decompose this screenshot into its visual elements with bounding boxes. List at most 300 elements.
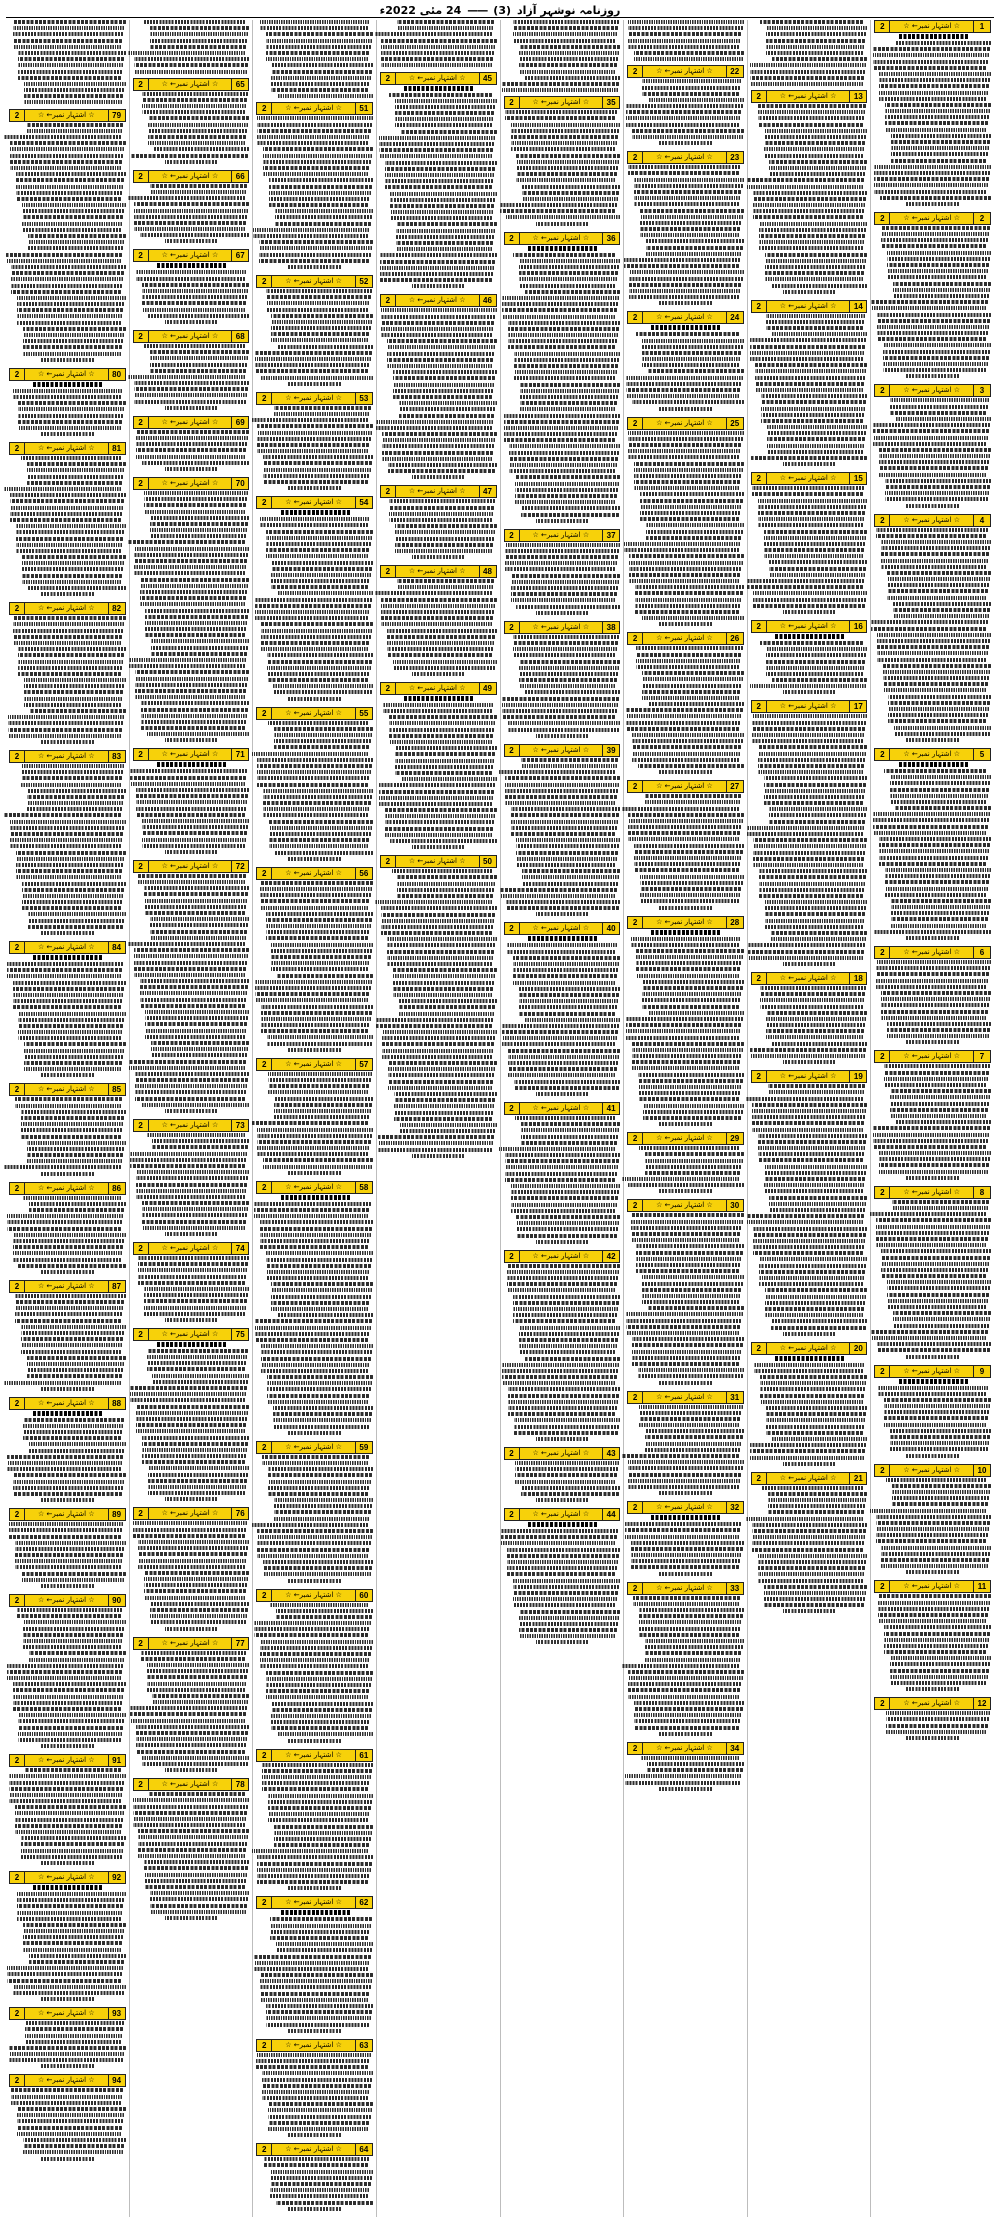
classified-ad[interactable] bbox=[9, 1280, 126, 1395]
arrow-left-icon: ← bbox=[541, 98, 547, 107]
classified-ad[interactable] bbox=[751, 1472, 868, 1618]
ad-signature-line bbox=[41, 1172, 93, 1176]
classified-ad[interactable] bbox=[504, 529, 621, 619]
text-line bbox=[506, 215, 620, 219]
text-line bbox=[13, 1688, 125, 1692]
classified-ad[interactable] bbox=[504, 232, 621, 527]
classified-ad[interactable] bbox=[874, 20, 991, 210]
classified-ad[interactable] bbox=[627, 632, 744, 778]
text-line bbox=[382, 438, 495, 442]
classified-ad[interactable] bbox=[133, 170, 250, 248]
classified-ad[interactable] bbox=[627, 1501, 744, 1580]
ad-body-text bbox=[504, 635, 621, 742]
star-icon: ☆ bbox=[656, 634, 663, 643]
star-icon: ☆ bbox=[37, 1756, 45, 1765]
text-line bbox=[10, 826, 124, 830]
classified-ad[interactable] bbox=[256, 1181, 373, 1439]
text-line bbox=[890, 800, 987, 804]
star-icon: ☆ bbox=[335, 393, 342, 402]
classified-ad[interactable] bbox=[133, 249, 250, 328]
classified-ad[interactable] bbox=[9, 442, 126, 600]
ad-subheading bbox=[650, 1515, 720, 1520]
text-line bbox=[376, 420, 493, 424]
classified-ad[interactable] bbox=[9, 941, 126, 1081]
classified-ad[interactable] bbox=[627, 1132, 744, 1197]
text-line bbox=[145, 1016, 248, 1020]
text-line bbox=[257, 141, 368, 145]
text-line bbox=[260, 523, 368, 527]
text-line bbox=[13, 981, 126, 985]
classified-ad[interactable] bbox=[256, 1896, 373, 2036]
text-line bbox=[18, 70, 122, 74]
text-line bbox=[893, 614, 989, 618]
ad-body-text bbox=[9, 2021, 126, 2072]
text-line bbox=[748, 943, 865, 947]
text-line bbox=[880, 196, 991, 200]
text-line bbox=[262, 1775, 370, 1779]
classified-ad[interactable] bbox=[751, 700, 868, 970]
ad-header bbox=[751, 300, 868, 313]
star-icon: ☆ bbox=[582, 530, 590, 539]
classified-ad[interactable] bbox=[256, 1441, 373, 1587]
text-line bbox=[150, 39, 247, 43]
classified-ad[interactable] bbox=[751, 90, 868, 298]
star-icon: ☆ bbox=[285, 1442, 292, 1451]
text-line bbox=[759, 1257, 867, 1261]
ad-signature-line bbox=[783, 1332, 835, 1336]
ad-signature-line bbox=[288, 1431, 340, 1435]
arrow-left-icon: ← bbox=[170, 171, 176, 180]
classified-ad[interactable] bbox=[874, 1580, 991, 1695]
text-line bbox=[765, 925, 863, 929]
text-line bbox=[388, 1061, 496, 1065]
text-line bbox=[519, 70, 616, 74]
text-line bbox=[639, 1411, 742, 1415]
text-line bbox=[399, 401, 497, 405]
classified-ad[interactable] bbox=[133, 1328, 250, 1506]
star-icon: ☆ bbox=[779, 1343, 787, 1352]
ad-number-badge: 93 bbox=[108, 2008, 125, 2019]
text-line bbox=[640, 227, 740, 231]
classified-ad[interactable] bbox=[133, 1119, 250, 1240]
classified-ad[interactable] bbox=[627, 1582, 744, 1740]
ad-title-banner: ☆ اشتہار نمبر← ☆ bbox=[272, 497, 355, 508]
classified-ad[interactable] bbox=[874, 748, 991, 944]
classified-column bbox=[129, 20, 253, 2217]
text-line bbox=[144, 911, 244, 915]
text-line bbox=[625, 1774, 742, 1778]
text-line bbox=[645, 1435, 743, 1439]
classified-ad[interactable] bbox=[133, 1242, 250, 1326]
classified-ad[interactable] bbox=[380, 485, 497, 563]
classified-ad[interactable] bbox=[504, 744, 621, 921]
classified-ad[interactable] bbox=[9, 750, 126, 939]
classified-ad[interactable] bbox=[751, 972, 868, 1068]
classified-ad[interactable] bbox=[627, 417, 744, 631]
text-line bbox=[255, 1326, 370, 1330]
text-line bbox=[255, 1338, 368, 1342]
text-line bbox=[257, 443, 369, 447]
classified-ad[interactable] bbox=[627, 1742, 744, 1795]
text-line bbox=[515, 482, 619, 486]
ad-price-badge: 2 bbox=[134, 1243, 149, 1254]
classified-ad[interactable] bbox=[627, 780, 744, 913]
text-line bbox=[273, 1412, 372, 1416]
text-line bbox=[375, 32, 492, 36]
text-line bbox=[18, 1036, 121, 1040]
text-line bbox=[747, 826, 864, 830]
text-line bbox=[753, 591, 867, 595]
ad-title-banner: ☆ اشتہار نمبر← ☆ bbox=[25, 1183, 108, 1194]
text-line bbox=[136, 788, 249, 792]
ad-number-badge: 47 bbox=[479, 486, 496, 497]
ad-signature-line bbox=[288, 2133, 340, 2137]
text-line bbox=[141, 714, 247, 718]
ad-subheading bbox=[156, 263, 226, 268]
classified-ad[interactable] bbox=[751, 620, 868, 699]
classified-ad[interactable] bbox=[133, 860, 250, 1117]
text-line bbox=[395, 765, 493, 769]
text-line bbox=[254, 1202, 371, 1206]
classified-ad[interactable] bbox=[504, 96, 621, 229]
text-line bbox=[887, 1280, 991, 1284]
ad-number-badge: 29 bbox=[726, 1133, 743, 1144]
classified-ad[interactable] bbox=[133, 748, 250, 857]
text-line bbox=[136, 442, 247, 446]
text-line bbox=[263, 461, 371, 465]
classified-ad[interactable] bbox=[380, 682, 497, 853]
classified-ad[interactable] bbox=[256, 2143, 373, 2215]
text-line bbox=[519, 63, 617, 67]
ad-header bbox=[874, 1464, 991, 1477]
text-line bbox=[150, 1614, 247, 1618]
classified-ad[interactable] bbox=[9, 2007, 126, 2072]
text-line bbox=[622, 1177, 739, 1181]
star-icon: ☆ bbox=[88, 1596, 95, 1604]
text-line bbox=[133, 1811, 247, 1815]
text-line bbox=[764, 154, 863, 158]
classified-ad[interactable] bbox=[9, 2074, 126, 2164]
text-line bbox=[883, 676, 989, 680]
classified-ad[interactable] bbox=[504, 621, 621, 742]
text-line bbox=[747, 579, 864, 583]
text-line bbox=[634, 1701, 744, 1705]
classified-ad[interactable] bbox=[256, 1058, 373, 1179]
ad-header bbox=[256, 496, 373, 509]
text-line bbox=[884, 1650, 987, 1654]
classified-ad[interactable] bbox=[380, 72, 497, 293]
star-icon: ☆ bbox=[582, 924, 590, 933]
ad-header bbox=[133, 1637, 250, 1650]
text-line bbox=[397, 882, 495, 886]
ad-header bbox=[504, 1250, 621, 1263]
classified-ad[interactable] bbox=[256, 496, 373, 704]
classified-ad[interactable] bbox=[751, 1070, 868, 1340]
ad-price-badge: 2 bbox=[134, 749, 149, 760]
text-line bbox=[393, 968, 497, 972]
text-line bbox=[136, 436, 248, 440]
text-line bbox=[145, 1022, 246, 1026]
classified-ad[interactable] bbox=[874, 212, 991, 383]
classified-ad[interactable] bbox=[9, 1754, 126, 1869]
classified-ad[interactable] bbox=[9, 109, 126, 366]
classified-ad[interactable] bbox=[380, 855, 497, 1162]
text-line bbox=[27, 462, 126, 466]
text-line bbox=[260, 1220, 373, 1224]
text-line bbox=[764, 1177, 865, 1181]
text-line bbox=[16, 549, 121, 553]
text-line bbox=[758, 116, 864, 120]
ad-subheading bbox=[527, 1522, 597, 1527]
classified-ad[interactable] bbox=[874, 1365, 991, 1462]
text-line bbox=[759, 228, 866, 232]
classified-ad[interactable] bbox=[380, 565, 497, 680]
text-line bbox=[750, 82, 863, 86]
classified-ad[interactable] bbox=[9, 602, 126, 748]
text-line bbox=[502, 308, 616, 312]
text-line bbox=[871, 1336, 986, 1340]
classified-ad[interactable] bbox=[874, 1186, 991, 1363]
classified-ad[interactable] bbox=[874, 1050, 991, 1183]
classified-ad[interactable] bbox=[627, 916, 744, 1131]
classified-ad[interactable] bbox=[256, 1589, 373, 1747]
classified-ad[interactable] bbox=[874, 1464, 991, 1579]
text-line bbox=[256, 2059, 369, 2063]
classified-ad[interactable] bbox=[627, 311, 744, 414]
classified-ad[interactable] bbox=[133, 1637, 250, 1777]
text-line bbox=[130, 1719, 244, 1723]
text-line bbox=[505, 110, 617, 114]
star-icon: ☆ bbox=[459, 567, 466, 576]
star-icon: ☆ bbox=[532, 233, 539, 242]
classified-ad[interactable] bbox=[751, 1342, 868, 1470]
text-line bbox=[134, 954, 248, 958]
text-line bbox=[890, 1441, 989, 1445]
ad-number-badge: 86 bbox=[108, 1183, 125, 1194]
classified-ad[interactable] bbox=[9, 1397, 126, 1506]
text-line bbox=[642, 86, 740, 90]
arrow-left-icon: ← bbox=[293, 498, 300, 507]
classified-ad[interactable] bbox=[256, 707, 373, 865]
ad-signature-line bbox=[659, 770, 711, 774]
text-line bbox=[144, 1299, 247, 1303]
text-line bbox=[133, 1534, 245, 1538]
text-line bbox=[513, 1319, 616, 1323]
text-line bbox=[750, 1449, 865, 1453]
text-line bbox=[136, 1183, 247, 1187]
text-line bbox=[873, 60, 987, 64]
classified-ad[interactable] bbox=[9, 1508, 126, 1592]
text-line bbox=[877, 1348, 990, 1352]
classified-ad[interactable] bbox=[256, 102, 373, 273]
text-line bbox=[519, 660, 620, 664]
text-line bbox=[764, 783, 867, 787]
classified-ad[interactable] bbox=[627, 1199, 744, 1388]
text-line bbox=[254, 1967, 368, 1971]
star-icon: ☆ bbox=[211, 417, 219, 426]
text-line bbox=[273, 1425, 370, 1429]
classified-ad[interactable] bbox=[9, 1182, 126, 1278]
text-line bbox=[6, 253, 123, 257]
text-line bbox=[254, 1961, 369, 1965]
text-line bbox=[267, 1375, 373, 1379]
ad-title-banner: ☆ اشتہار نمبر← ☆ bbox=[25, 1084, 108, 1095]
text-line bbox=[877, 1342, 991, 1346]
ad-header bbox=[380, 565, 497, 578]
text-line bbox=[379, 783, 496, 787]
text-line bbox=[260, 1985, 371, 1989]
classified-ad[interactable] bbox=[504, 922, 621, 1100]
text-line bbox=[507, 1270, 619, 1274]
text-line bbox=[9, 1793, 122, 1797]
text-line bbox=[144, 1583, 247, 1587]
text-line bbox=[628, 1682, 741, 1686]
classified-ad[interactable] bbox=[9, 1871, 126, 2005]
text-line bbox=[133, 1823, 245, 1827]
ad-title-banner: ☆ اشتہار نمبر← ☆ bbox=[25, 2008, 108, 2019]
text-line bbox=[276, 1609, 373, 1613]
text-line bbox=[150, 45, 246, 49]
text-line bbox=[277, 1732, 373, 1736]
classified-ad[interactable] bbox=[9, 368, 126, 440]
text-line bbox=[638, 1073, 744, 1077]
text-line bbox=[27, 123, 124, 127]
text-line bbox=[885, 485, 990, 489]
text-line bbox=[270, 1603, 368, 1607]
masthead-separator: —— bbox=[467, 4, 488, 17]
classified-ad[interactable] bbox=[874, 1697, 991, 1744]
classified-ad[interactable] bbox=[504, 1447, 621, 1506]
text-line bbox=[380, 266, 494, 270]
text-line bbox=[635, 591, 742, 595]
star-icon: ☆ bbox=[532, 924, 539, 933]
ad-price-badge: 2 bbox=[875, 947, 890, 958]
classified-ad[interactable] bbox=[9, 1083, 126, 1179]
text-line bbox=[521, 758, 618, 762]
text-line bbox=[7, 974, 121, 978]
ad-body-text bbox=[133, 1342, 250, 1506]
ad-body-text bbox=[256, 289, 373, 390]
ad-price-badge: 2 bbox=[257, 276, 272, 287]
ad-title-banner: ☆ اشتہار نمبر← ☆ bbox=[272, 1750, 355, 1761]
classified-ad[interactable] bbox=[504, 1508, 621, 1648]
text-line bbox=[879, 454, 990, 458]
text-line bbox=[262, 2078, 372, 2082]
text-line bbox=[870, 1509, 987, 1513]
ad-signature-line bbox=[288, 265, 340, 269]
classified-ad[interactable] bbox=[133, 1778, 250, 1924]
ad-body-text bbox=[133, 1521, 250, 1634]
classified-ad[interactable] bbox=[133, 78, 250, 168]
classified-ad[interactable] bbox=[751, 472, 868, 618]
star-icon: ☆ bbox=[285, 1898, 292, 1907]
ad-header bbox=[504, 1508, 621, 1521]
text-line bbox=[507, 943, 617, 947]
text-line bbox=[144, 905, 245, 909]
text-line bbox=[135, 683, 247, 687]
classified-ad[interactable] bbox=[627, 1391, 744, 1500]
text-line bbox=[871, 627, 986, 631]
text-line bbox=[393, 993, 492, 997]
star-icon: ☆ bbox=[779, 1072, 787, 1081]
classified-ad[interactable] bbox=[256, 275, 373, 390]
text-line bbox=[635, 598, 741, 602]
text-line bbox=[260, 1979, 372, 1983]
classified-ad[interactable] bbox=[133, 1507, 250, 1634]
classified-ad[interactable] bbox=[874, 514, 991, 746]
classified-ad[interactable] bbox=[874, 946, 991, 1048]
classified-ad[interactable] bbox=[256, 1749, 373, 1895]
text-line bbox=[134, 973, 245, 977]
ad-price-badge: 2 bbox=[505, 1251, 520, 1262]
text-line bbox=[9, 1774, 126, 1778]
text-line bbox=[645, 1429, 744, 1433]
text-line bbox=[144, 892, 248, 896]
text-line bbox=[10, 493, 125, 497]
text-line bbox=[504, 426, 618, 430]
classified-ad[interactable] bbox=[256, 867, 373, 1056]
classified-ad[interactable] bbox=[256, 2039, 373, 2141]
text-line bbox=[144, 1287, 249, 1291]
text-line bbox=[10, 518, 121, 522]
ad-body-text bbox=[504, 110, 621, 229]
text-line bbox=[15, 1565, 121, 1569]
text-line bbox=[16, 197, 121, 201]
classified-ad[interactable] bbox=[504, 1250, 621, 1445]
classified-ad[interactable] bbox=[504, 1102, 621, 1248]
arrow-left-icon: ← bbox=[911, 1582, 918, 1591]
ad-price-badge: 2 bbox=[10, 2008, 25, 2019]
classified-ad[interactable] bbox=[380, 294, 497, 483]
classified-ad[interactable] bbox=[9, 1594, 126, 1752]
star-icon: ☆ bbox=[779, 702, 787, 711]
text-line bbox=[631, 1553, 742, 1557]
text-line bbox=[23, 1941, 122, 1945]
text-line bbox=[27, 807, 123, 811]
ad-title-banner: ☆ اشتہار نمبر← ☆ bbox=[149, 1638, 232, 1649]
arrow-left-icon: ← bbox=[788, 301, 795, 310]
text-line bbox=[511, 1184, 621, 1188]
classified-ad[interactable] bbox=[133, 477, 250, 747]
ad-number-badge: 81 bbox=[108, 443, 125, 454]
text-line bbox=[765, 1288, 868, 1292]
text-line bbox=[260, 1658, 370, 1662]
star-icon: ☆ bbox=[953, 386, 960, 395]
text-line bbox=[753, 1233, 866, 1237]
classified-ad[interactable] bbox=[874, 384, 991, 511]
text-line bbox=[636, 961, 741, 965]
classified-ad[interactable] bbox=[133, 416, 250, 475]
classified-ad[interactable] bbox=[256, 392, 373, 494]
text-line bbox=[505, 1178, 616, 1182]
text-line bbox=[152, 1374, 249, 1378]
text-line bbox=[396, 229, 495, 233]
text-line bbox=[144, 344, 244, 348]
classified-ad[interactable] bbox=[751, 300, 868, 471]
classified-ad[interactable] bbox=[627, 65, 744, 149]
text-line bbox=[15, 1811, 125, 1815]
text-line bbox=[871, 300, 988, 304]
text-line bbox=[771, 284, 868, 288]
text-line bbox=[639, 1405, 743, 1409]
text-line bbox=[753, 851, 865, 855]
star-icon: ☆ bbox=[285, 1590, 292, 1599]
text-line bbox=[13, 999, 123, 1003]
text-line bbox=[25, 2034, 122, 2038]
classified-ad[interactable] bbox=[627, 151, 744, 309]
ad-price-badge: 2 bbox=[10, 369, 25, 380]
classified-ad[interactable] bbox=[133, 330, 250, 414]
